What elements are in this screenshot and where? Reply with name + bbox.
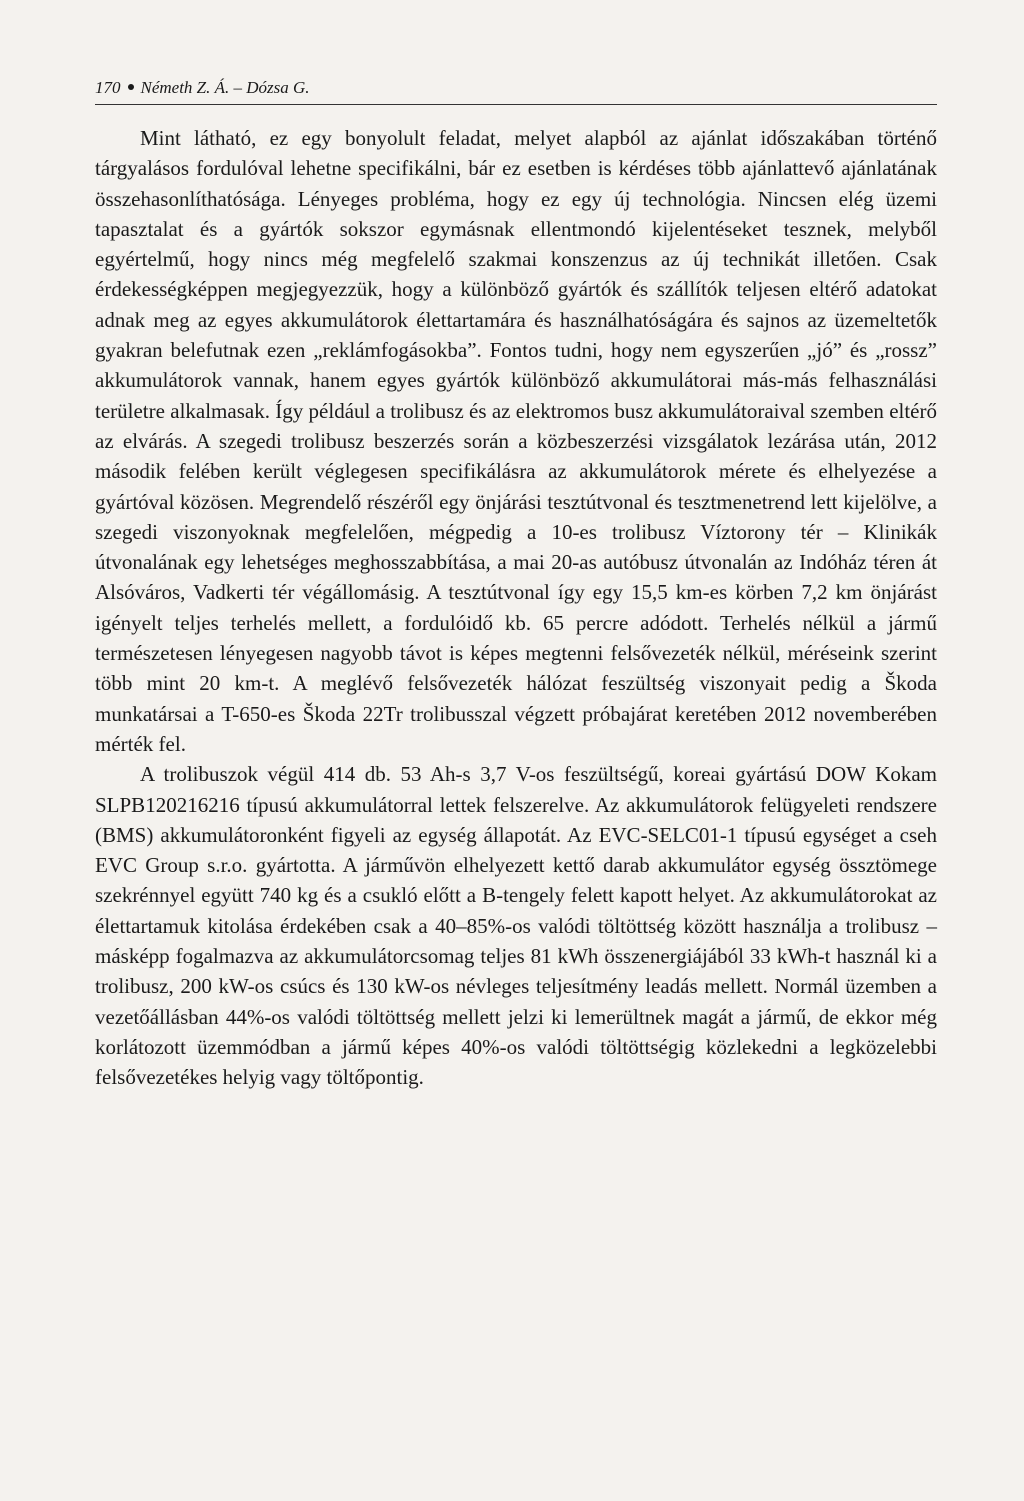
running-header — [95, 78, 937, 105]
paragraph: A trolibuszok végül 414 db. 53 Ah-s 3,7 V-os feszültségű, koreai gyártású DOW Kokam SLPB120216216 típusú akkumulátorral lettek felszerelve. Az akkumulátorok felügyeleti rendszere (BMS) akkumulátoronként figyeli az egység állapotát. Az EVC-SELC01-1 típusú egységet a cseh EVC Group s.r.o. gyártotta. A járművön elhelyezett kettő darab akkumulátor egység össztömege szekrénnyel együtt 740 kg és a csukló előtt a B-tengely felett kapott helyet. Az akkumulátorokat az élettartamuk kitolása érdekében csak a 40–85%-os valódi töltöttség között használja a trolibusz – másképp fogalmazva az akkumulátorcsomag teljes 81 kWh összenergiájából 33 kWh-t használ ki a trolibusz, 200 kW-os csúcs és 130 kW-os névleges teljesítmény leadás mellett. Normál üzemben a vezetőállásban 44%-os valódi töltöttség mellett jelzi ki lemerültnek magát a jármű, de ekkor még korlátozott üzemmódban a jármű képes 40%-os valódi töltöttségig közlekedni a legközelebbi felsővezetékes helyig vagy töltőpontig. — [95, 762, 937, 1090]
paragraph: Mint látható, ez egy bonyolult feladat, melyet alapból az ajánlat időszakában történő tárgyalásos fordulóval lehetne specifikálni, bár ez esetben is kérdéses több ajánlattevő ajánlatának összehasonlíthatósága. Lényeges probléma, hogy ez egy új technológia. Nincsen elég üzemi tapasztalat és a gyártók sokszor egymásnak ellentmondó kijelentéseket tesznek, melyből egyértelmű, hogy nincs még megfelelő szakmai konszenzus az új technikát illetően. Csak érdekességképpen megjegyezzük, hogy a különböző gyártók és szállítók teljesen eltérő adatokat adnak meg az egyes akkumulátorok élettartamára és használhatóságára és sajnos az üzemeltetők gyakran belefutnak ezen „reklámfogásokba”. Fontos tudni, hogy nem egyszerűen „jó” és „rossz” akkumulátorok vannak, hanem egyes gyártók különböző akkumulátorai más-más felhasználási területre alkalmasak. Így például a trolibusz és az elektromos busz akkumulátoraival szemben eltérő az elvárás. A szegedi trolibusz beszerzés során a közbeszerzési vizsgálatok lezárása után, 2012 második felében került véglegesen specifikálásra az akkumulátorok mérete és elhelyezése a gyártóval közösen. Megrendelő részéről egy önjárási tesztútvonal és tesztmenetrend lett kijelölve, a szegedi viszonyoknak megfelelően, mégpedig a 10-es trolibusz Víztorony tér – Klinikák útvonalának egy lehetséges meghosszabbítása, a mai 20-as autóbusz útvonalán az Indóház téren át Alsóváros, Vadkerti tér végállomásig. A tesztútvonal így egy 15,5 km-es körben 7,2 km önjárást igényelt teljes terhelés mellett, a fordulóidő kb. 65 percre adódott. Terhelés nélkül a jármű természetesen lényegesen nagyobb távot is képes megtenni felsővezeték nélkül, méréseink szerint több mint 20 km-t. A meglévő felsővezeték hálózat feszültség viszonyait pedig a Škoda munkatársai a T-650-es Škoda 22Tr trolibusszal végzett próbajárat keretében 2012 novemberében mérték fel. — [95, 126, 937, 756]
document-page — [95, 78, 937, 1093]
header-authors: Németh Z. Á. – Dózsa G. — [140, 78, 310, 97]
bullet-icon — [128, 84, 134, 90]
body-text — [95, 123, 937, 1093]
page-number: 170 — [95, 78, 121, 97]
